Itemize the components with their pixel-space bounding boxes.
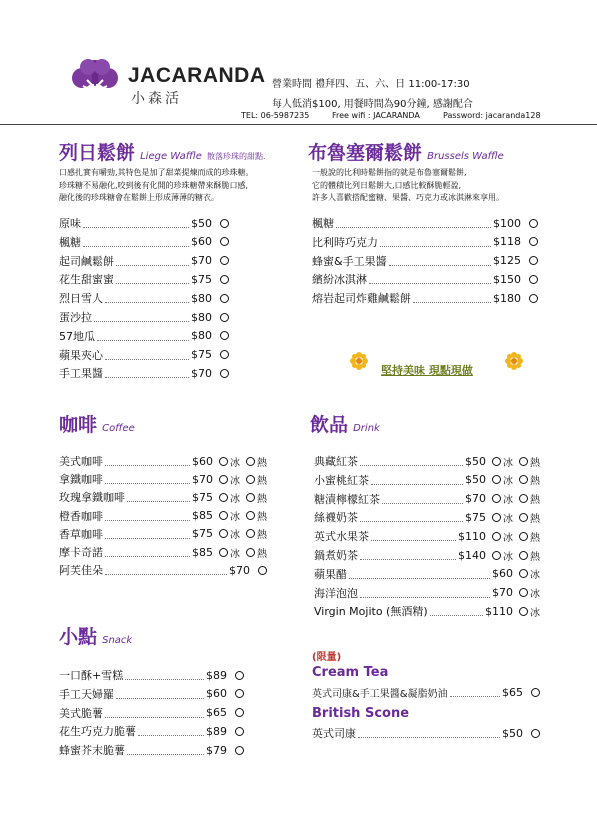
item-name: 57地瓜 — [59, 329, 95, 343]
leader-dots — [430, 606, 483, 616]
menu-item — [59, 666, 244, 684]
menu-item — [59, 561, 267, 579]
option-label: 冰 — [530, 607, 540, 619]
item-price: $70 — [192, 472, 213, 486]
scone-item — [312, 724, 540, 742]
temp-option[interactable] — [246, 454, 267, 469]
option-radio[interactable] — [519, 457, 528, 466]
item-price: $110 — [485, 604, 513, 618]
item-price: $60 — [206, 687, 227, 701]
temp-option[interactable] — [246, 472, 267, 487]
menu-item — [314, 565, 540, 583]
coffee-heading — [59, 410, 135, 437]
option-radio[interactable] — [219, 475, 228, 484]
leader-dots — [125, 670, 204, 680]
option-label: 冰 — [503, 476, 513, 488]
menu-item — [314, 602, 540, 620]
leader-dots — [105, 511, 190, 521]
item-price: $70 — [191, 254, 212, 268]
temp-option[interactable] — [519, 604, 540, 619]
item-name: 糖漬檸檬紅茶 — [314, 492, 380, 506]
coffee-title: 咖啡 — [59, 414, 98, 436]
item-name: 美式咖啡 — [59, 455, 103, 468]
coffee-title-en: Coffee — [102, 423, 135, 434]
item-name: 阿芙佳朵 — [59, 564, 103, 578]
cream-tea-item — [312, 683, 540, 701]
temp-option[interactable] — [246, 508, 267, 523]
menu-item — [314, 546, 540, 564]
liege-heading — [59, 138, 266, 165]
item-name: 熔岩起司炸雞鹹鬆餅 — [312, 292, 411, 306]
temp-option[interactable] — [519, 585, 540, 600]
british-scone-title: British Scone — [312, 706, 410, 721]
menu-item — [59, 364, 229, 382]
menu-item — [59, 308, 229, 326]
order-checkbox[interactable] — [529, 256, 538, 265]
temp-option[interactable] — [519, 472, 540, 487]
policy-note: 每人低消$100, 用餐時間為90分鐘, 感謝配合 — [272, 99, 473, 110]
leader-dots — [380, 237, 491, 247]
option-radio[interactable] — [519, 475, 528, 484]
item-name: 香草咖啡 — [59, 527, 103, 541]
option-label: 冰 — [230, 512, 240, 524]
menu-item — [314, 584, 540, 602]
leader-dots — [105, 456, 190, 466]
item-name: 楓糖 — [59, 235, 81, 249]
option-label: 冰 — [503, 513, 513, 525]
menu-item — [314, 471, 540, 489]
temp-option[interactable] — [246, 545, 267, 560]
option-radio[interactable] — [492, 532, 501, 541]
option-radio[interactable] — [519, 551, 528, 560]
leader-dots — [389, 256, 491, 266]
option-radio[interactable] — [219, 457, 228, 466]
item-name: Virgin Mojito (無酒精) — [314, 605, 428, 619]
item-price: $60 — [492, 567, 513, 581]
item-price: $180 — [493, 291, 521, 305]
item-name: 玫瑰拿鐵咖啡 — [59, 491, 125, 505]
temp-option[interactable] — [519, 529, 540, 544]
item-name: 鍋煮奶茶 — [314, 549, 358, 562]
item-name: 橙香咖啡 — [59, 509, 103, 523]
menu-item — [312, 233, 538, 251]
temp-option[interactable] — [219, 526, 240, 541]
item-name: 小蜜桃紅茶 — [314, 473, 369, 487]
temp-option[interactable] — [492, 510, 513, 525]
item-name: 英式司康 — [312, 727, 356, 740]
option-label: 冰 — [230, 493, 240, 505]
item-name: 海洋泡泡 — [314, 586, 358, 600]
desc-line: 它的體積比列日鬆餅大,口感比較酥脆輕盈, — [312, 180, 462, 190]
brussels-heading — [308, 138, 504, 165]
menu-item — [59, 704, 244, 722]
limited-tag: (限量) — [312, 652, 342, 663]
item-name: 美式脆薯 — [59, 706, 103, 720]
tel: TEL: 06-5987235 — [241, 111, 310, 120]
item-price: $118 — [493, 235, 521, 249]
item-price: $80 — [191, 310, 212, 324]
temp-option[interactable] — [519, 548, 540, 563]
item-price: $50 — [465, 473, 486, 487]
order-checkbox[interactable] — [220, 350, 229, 359]
option-label: 熱 — [530, 457, 540, 469]
item-price: $50 — [191, 216, 212, 230]
menu-item — [59, 543, 267, 561]
item-price: $75 — [192, 527, 213, 541]
liege-note: 散落珍珠的甜點. — [207, 152, 266, 161]
item-name: 一口酥+雪糕 — [59, 669, 124, 682]
leader-dots — [371, 531, 456, 541]
desc-line: 許多人喜歡搭配蜜糖、果醬、巧克力或冰淇淋來享用。 — [312, 193, 504, 202]
menu-item — [59, 346, 229, 364]
leader-dots — [360, 550, 456, 560]
menu-item — [59, 270, 229, 288]
liege-description — [59, 167, 254, 205]
option-radio[interactable] — [519, 513, 528, 522]
snack-title: 小點 — [59, 626, 98, 648]
item-name: 拿鐵咖啡 — [59, 473, 103, 487]
item-price: $80 — [191, 329, 212, 343]
order-checkbox[interactable] — [235, 689, 244, 698]
temp-option[interactable] — [519, 510, 540, 525]
drink-title-en: Drink — [353, 423, 380, 434]
order-checkbox[interactable] — [258, 566, 267, 575]
item-price: $60 — [192, 454, 213, 468]
item-name: 烈日雪人 — [59, 292, 103, 306]
item-name: 典藏紅茶 — [314, 455, 358, 468]
item-price: $50 — [465, 454, 486, 468]
option-label: 熱 — [257, 530, 267, 542]
leader-dots — [371, 475, 463, 485]
option-radio[interactable] — [219, 493, 228, 502]
item-price: $89 — [206, 668, 227, 682]
item-name: 英式水果茶 — [314, 530, 369, 544]
menu-item — [314, 452, 540, 470]
temp-option[interactable] — [219, 490, 240, 505]
item-price: $75 — [191, 348, 212, 362]
leader-dots — [127, 492, 190, 502]
option-radio[interactable] — [246, 475, 255, 484]
item-name: 蘋果夾心 — [59, 348, 103, 362]
leader-dots — [83, 237, 189, 247]
item-price: $75 — [465, 510, 486, 524]
temp-option[interactable] — [519, 566, 540, 581]
option-label: 熱 — [257, 457, 267, 469]
option-label: 冰 — [530, 589, 540, 601]
leader-dots — [97, 331, 189, 341]
item-name: 花生甜蜜蜜 — [59, 273, 114, 287]
menu-item — [314, 527, 540, 545]
option-radio[interactable] — [492, 494, 501, 503]
menu-item — [312, 270, 538, 288]
leader-dots — [360, 588, 490, 598]
option-label: 冰 — [230, 548, 240, 560]
option-radio[interactable] — [219, 529, 228, 538]
option-label: 冰 — [503, 532, 513, 544]
option-radio[interactable] — [492, 551, 501, 560]
leader-dots — [105, 293, 189, 303]
desc-line: 珍珠糖不易融化,咬到後有化開的珍珠糖帶來酥脆口感, — [59, 180, 249, 190]
option-radio[interactable] — [246, 548, 255, 557]
liege-title-en: Liege Waffle — [140, 151, 202, 162]
temp-option[interactable] — [219, 454, 240, 469]
cream-tea-title: Cream Tea — [312, 665, 389, 680]
option-radio[interactable] — [246, 511, 255, 520]
item-price: $150 — [493, 272, 521, 286]
item-name: 原味 — [59, 217, 81, 230]
jacaranda-tree-logo — [69, 58, 121, 106]
option-label: 熱 — [257, 512, 267, 524]
item-price: $50 — [502, 726, 523, 740]
temp-option[interactable] — [219, 472, 240, 487]
option-label: 冰 — [230, 457, 240, 469]
option-label: 熱 — [257, 548, 267, 560]
temp-option[interactable] — [519, 491, 540, 506]
leader-dots — [336, 218, 491, 228]
item-price: $65 — [502, 685, 523, 699]
leader-dots — [450, 687, 500, 697]
option-radio[interactable] — [519, 569, 528, 578]
order-checkbox[interactable] — [220, 369, 229, 378]
leader-dots — [360, 512, 463, 522]
desc-line: 一般說的比利時鬆餅指的就是布魯塞爾鬆餅, — [312, 168, 467, 177]
temp-option[interactable] — [492, 491, 513, 506]
brussels-title-en: Brussels Waffle — [427, 151, 504, 162]
leader-dots — [116, 256, 189, 266]
option-label: 熱 — [530, 476, 540, 488]
leader-dots — [116, 689, 204, 699]
option-radio[interactable] — [246, 457, 255, 466]
leader-dots — [358, 728, 500, 738]
brand-subtitle: 小森活 — [131, 91, 182, 107]
temp-option[interactable] — [246, 526, 267, 541]
leader-dots — [349, 569, 490, 579]
option-radio[interactable] — [492, 513, 501, 522]
temp-option[interactable] — [219, 508, 240, 523]
item-name: 蜂蜜芥末脆薯 — [59, 744, 125, 758]
menu-item — [312, 289, 538, 307]
brussels-description — [312, 167, 504, 205]
leader-dots — [382, 494, 463, 504]
drink-title: 飲品 — [310, 414, 349, 436]
leader-dots — [116, 274, 189, 284]
option-radio[interactable] — [246, 529, 255, 538]
item-name: 花生巧克力脆薯 — [59, 725, 136, 739]
item-name: 繽紛冰淇淋 — [312, 273, 367, 287]
liege-title: 列日鬆餅 — [59, 142, 136, 164]
order-checkbox[interactable] — [220, 313, 229, 322]
temp-option[interactable] — [492, 529, 513, 544]
item-price: $70 — [191, 366, 212, 380]
order-checkbox[interactable] — [220, 256, 229, 265]
order-checkbox[interactable] — [529, 294, 538, 303]
menu-item — [59, 470, 267, 488]
leader-dots — [83, 218, 189, 228]
leader-dots — [105, 529, 190, 539]
brand-name: JACARANDA — [128, 64, 266, 87]
menu-item — [59, 289, 229, 307]
option-label: 熱 — [530, 513, 540, 525]
item-name: 手工天婦羅 — [59, 687, 114, 701]
option-label: 冰 — [503, 457, 513, 469]
menu-item — [59, 488, 267, 506]
item-name: 起司鹹鬆餅 — [59, 254, 114, 268]
slogan: 堅持美味 現點現做 — [381, 364, 473, 377]
wifi-name: Free wifi : JACARANDA — [332, 111, 420, 120]
option-radio[interactable] — [219, 511, 228, 520]
item-price: $60 — [191, 235, 212, 249]
item-price: $75 — [191, 272, 212, 286]
item-name: 手工果醬 — [59, 367, 103, 381]
item-name: 摩卡奇諾 — [59, 546, 103, 559]
option-radio[interactable] — [519, 607, 528, 616]
temp-option[interactable] — [492, 472, 513, 487]
order-checkbox[interactable] — [235, 671, 244, 680]
item-price: $70 — [492, 586, 513, 600]
option-label: 冰 — [503, 495, 513, 507]
item-name: 比利時巧克力 — [312, 235, 378, 249]
menu-item — [59, 452, 267, 470]
leader-dots — [369, 274, 491, 284]
business-hours: 營業時間 禮拜四、五、六、日 11:00-17:30 — [272, 79, 470, 90]
order-checkbox[interactable] — [531, 729, 540, 738]
order-checkbox[interactable] — [529, 237, 538, 246]
item-name: 英式司康&手工果醬&凝脂奶油 — [312, 688, 448, 700]
menu-item — [59, 233, 229, 251]
option-radio[interactable] — [519, 494, 528, 503]
menu-item — [312, 252, 538, 270]
order-checkbox[interactable] — [529, 275, 538, 284]
leader-dots — [127, 745, 204, 755]
menu-item — [59, 525, 267, 543]
item-price: $100 — [493, 216, 521, 230]
order-checkbox[interactable] — [220, 331, 229, 340]
item-price: $70 — [229, 563, 250, 577]
leader-dots — [413, 293, 491, 303]
leader-dots — [105, 350, 189, 360]
temp-option[interactable] — [246, 490, 267, 505]
menu-item — [314, 490, 540, 508]
option-label: 熱 — [257, 475, 267, 487]
option-radio[interactable] — [519, 532, 528, 541]
item-name: 蛋沙拉 — [59, 311, 92, 324]
leader-dots — [105, 474, 190, 484]
option-radio[interactable] — [492, 475, 501, 484]
menu-item — [59, 327, 229, 345]
leader-dots — [105, 368, 189, 378]
menu-item — [59, 685, 244, 703]
option-radio[interactable] — [219, 548, 228, 557]
item-price: $85 — [192, 545, 213, 559]
item-price: $79 — [206, 743, 227, 757]
temp-option[interactable] — [519, 454, 540, 469]
order-checkbox[interactable] — [220, 294, 229, 303]
leader-dots — [138, 726, 204, 736]
flower-icon — [350, 352, 368, 370]
desc-line: 融化後的珍珠糖會在鬆餅上形成薄薄的糖衣。 — [59, 193, 219, 202]
temp-option[interactable] — [492, 454, 513, 469]
leader-dots — [94, 312, 189, 322]
menu-item — [59, 214, 229, 232]
snack-heading — [59, 622, 132, 649]
option-label: 熱 — [530, 532, 540, 544]
temp-option[interactable] — [492, 548, 513, 563]
option-label: 熱 — [257, 493, 267, 505]
option-label: 熱 — [530, 495, 540, 507]
drink-heading — [310, 410, 380, 437]
temp-option[interactable] — [219, 545, 240, 560]
wifi-password: Password: jacaranda128 — [443, 111, 541, 120]
menu-item — [59, 741, 244, 759]
option-label: 熱 — [530, 551, 540, 563]
item-name: 蜂蜜&手工果醬 — [312, 254, 387, 268]
menu-item — [59, 252, 229, 270]
order-checkbox[interactable] — [531, 688, 540, 697]
header-divider — [0, 124, 597, 125]
menu-item — [312, 214, 538, 232]
option-label: 冰 — [503, 551, 513, 563]
menu-item — [314, 508, 540, 526]
desc-line: 口感扎實有嚼勁,其特色是加了甜菜提煉而成的珍珠糖。 — [59, 168, 254, 177]
item-price: $125 — [493, 254, 521, 268]
item-price: $70 — [465, 492, 486, 506]
option-radio[interactable] — [519, 588, 528, 597]
item-price: $85 — [192, 509, 213, 523]
item-price: $65 — [206, 706, 227, 720]
menu-item — [59, 507, 267, 525]
order-checkbox[interactable] — [220, 219, 229, 228]
order-checkbox[interactable] — [235, 746, 244, 755]
option-radio[interactable] — [246, 493, 255, 502]
item-name: 蘋果醋 — [314, 567, 347, 581]
item-price: $89 — [206, 724, 227, 738]
option-label: 冰 — [230, 530, 240, 542]
option-label: 冰 — [530, 570, 540, 582]
item-price: $110 — [458, 529, 486, 543]
order-checkbox[interactable] — [220, 275, 229, 284]
option-radio[interactable] — [492, 457, 501, 466]
order-checkbox[interactable] — [235, 708, 244, 717]
item-name: 絲襪奶茶 — [314, 511, 358, 525]
snack-title-en: Snack — [102, 635, 133, 646]
order-checkbox[interactable] — [220, 237, 229, 246]
leader-dots — [105, 708, 204, 718]
brussels-title: 布魯塞爾鬆餅 — [308, 142, 423, 164]
order-checkbox[interactable] — [235, 727, 244, 736]
item-price: $80 — [191, 291, 212, 305]
leader-dots — [105, 565, 227, 575]
flower-icon — [505, 352, 523, 370]
menu-item — [59, 722, 244, 740]
leader-dots — [360, 456, 463, 466]
item-price: $140 — [458, 548, 486, 562]
option-label: 冰 — [230, 475, 240, 487]
item-price: $75 — [192, 490, 213, 504]
item-name: 楓糖 — [312, 217, 334, 230]
leader-dots — [105, 547, 190, 557]
order-checkbox[interactable] — [529, 219, 538, 228]
